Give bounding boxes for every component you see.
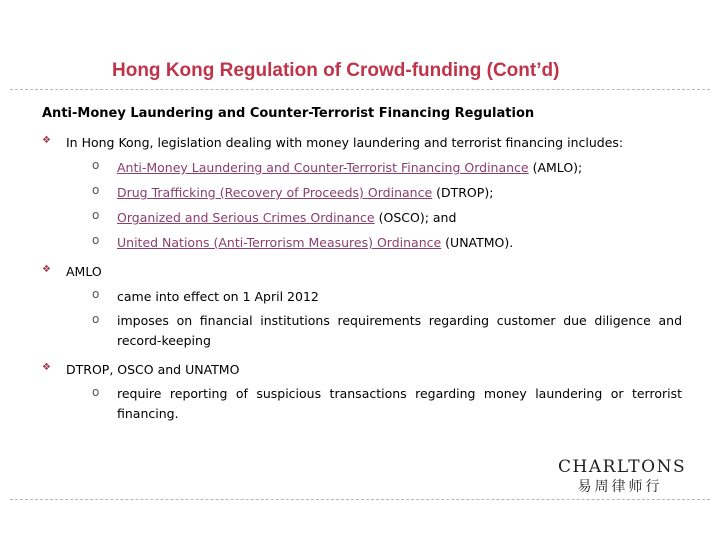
sub-marker-icon: o <box>92 385 100 399</box>
sub-marker-icon: o <box>92 158 100 172</box>
sub-suffix: (AMLO); <box>528 160 583 175</box>
bottom-divider <box>10 499 710 500</box>
sub-suffix: (DTROP); <box>432 185 494 200</box>
sub-suffix: (OSCO); and <box>374 210 457 225</box>
sub-item-effective-date <box>66 286 682 307</box>
sub-item-dtrop <box>66 182 682 203</box>
sub-suffix: (UNATMO). <box>441 235 514 250</box>
logo-chinese: 易周律师行 <box>577 479 663 495</box>
bullet-item-dtrop-osco-unatmo <box>42 359 682 424</box>
top-divider <box>10 89 710 90</box>
sub-text: imposes on financial institutions requirements regarding customer due diligence and record-keeping <box>117 313 682 348</box>
dtrop-link[interactable]: Drug Trafficking (Recovery of Proceeds) Ordinance <box>117 185 433 200</box>
bullet-marker-icon: ❖ <box>42 135 51 146</box>
bullet-text: In Hong Kong, legislation dealing with money laundering and terrorist financing includes: <box>66 135 624 150</box>
sub-marker-icon: o <box>92 233 100 247</box>
sub-list <box>66 384 682 424</box>
sub-list <box>66 286 682 351</box>
sub-item-requirements <box>66 311 682 351</box>
sub-item-amlo <box>66 157 682 178</box>
bullet-marker-icon: ❖ <box>42 264 51 275</box>
sub-marker-icon: o <box>92 183 100 197</box>
sub-marker-icon: o <box>92 287 100 301</box>
sub-text: require reporting of suspicious transactions regarding money laundering or terrorist financing. <box>117 386 682 421</box>
bullet-item-legislation <box>42 132 682 253</box>
bullet-list <box>42 132 682 424</box>
sub-item-reporting <box>66 384 682 424</box>
slide-content <box>42 104 682 432</box>
unatmo-link[interactable]: United Nations (Anti-Terrorism Measures) Ordinance <box>117 235 442 250</box>
sub-list <box>66 157 682 253</box>
sub-text: came into effect on 1 April 2012 <box>117 289 319 304</box>
sub-item-osco <box>66 207 682 228</box>
slide-title: Hong Kong Regulation of Crowd-funding (Cont’d) <box>112 60 560 81</box>
osco-link[interactable]: Organized and Serious Crimes Ordinance <box>117 210 375 225</box>
bullet-marker-icon: ❖ <box>42 362 51 373</box>
section-heading: Anti-Money Laundering and Counter-Terrorist Financing Regulation <box>42 106 535 121</box>
sub-marker-icon: o <box>92 208 100 222</box>
sub-item-unatmo <box>66 232 682 253</box>
logo-english: CHARLTONS <box>558 457 687 477</box>
bullet-text: AMLO <box>66 264 102 279</box>
bullet-text: DTROP, OSCO and UNATMO <box>66 362 240 377</box>
charltons-logo <box>558 456 687 496</box>
amlo-link[interactable]: Anti-Money Laundering and Counter-Terrorist Financing Ordinance <box>117 160 529 175</box>
bullet-item-amlo <box>42 261 682 351</box>
sub-marker-icon: o <box>92 312 100 326</box>
